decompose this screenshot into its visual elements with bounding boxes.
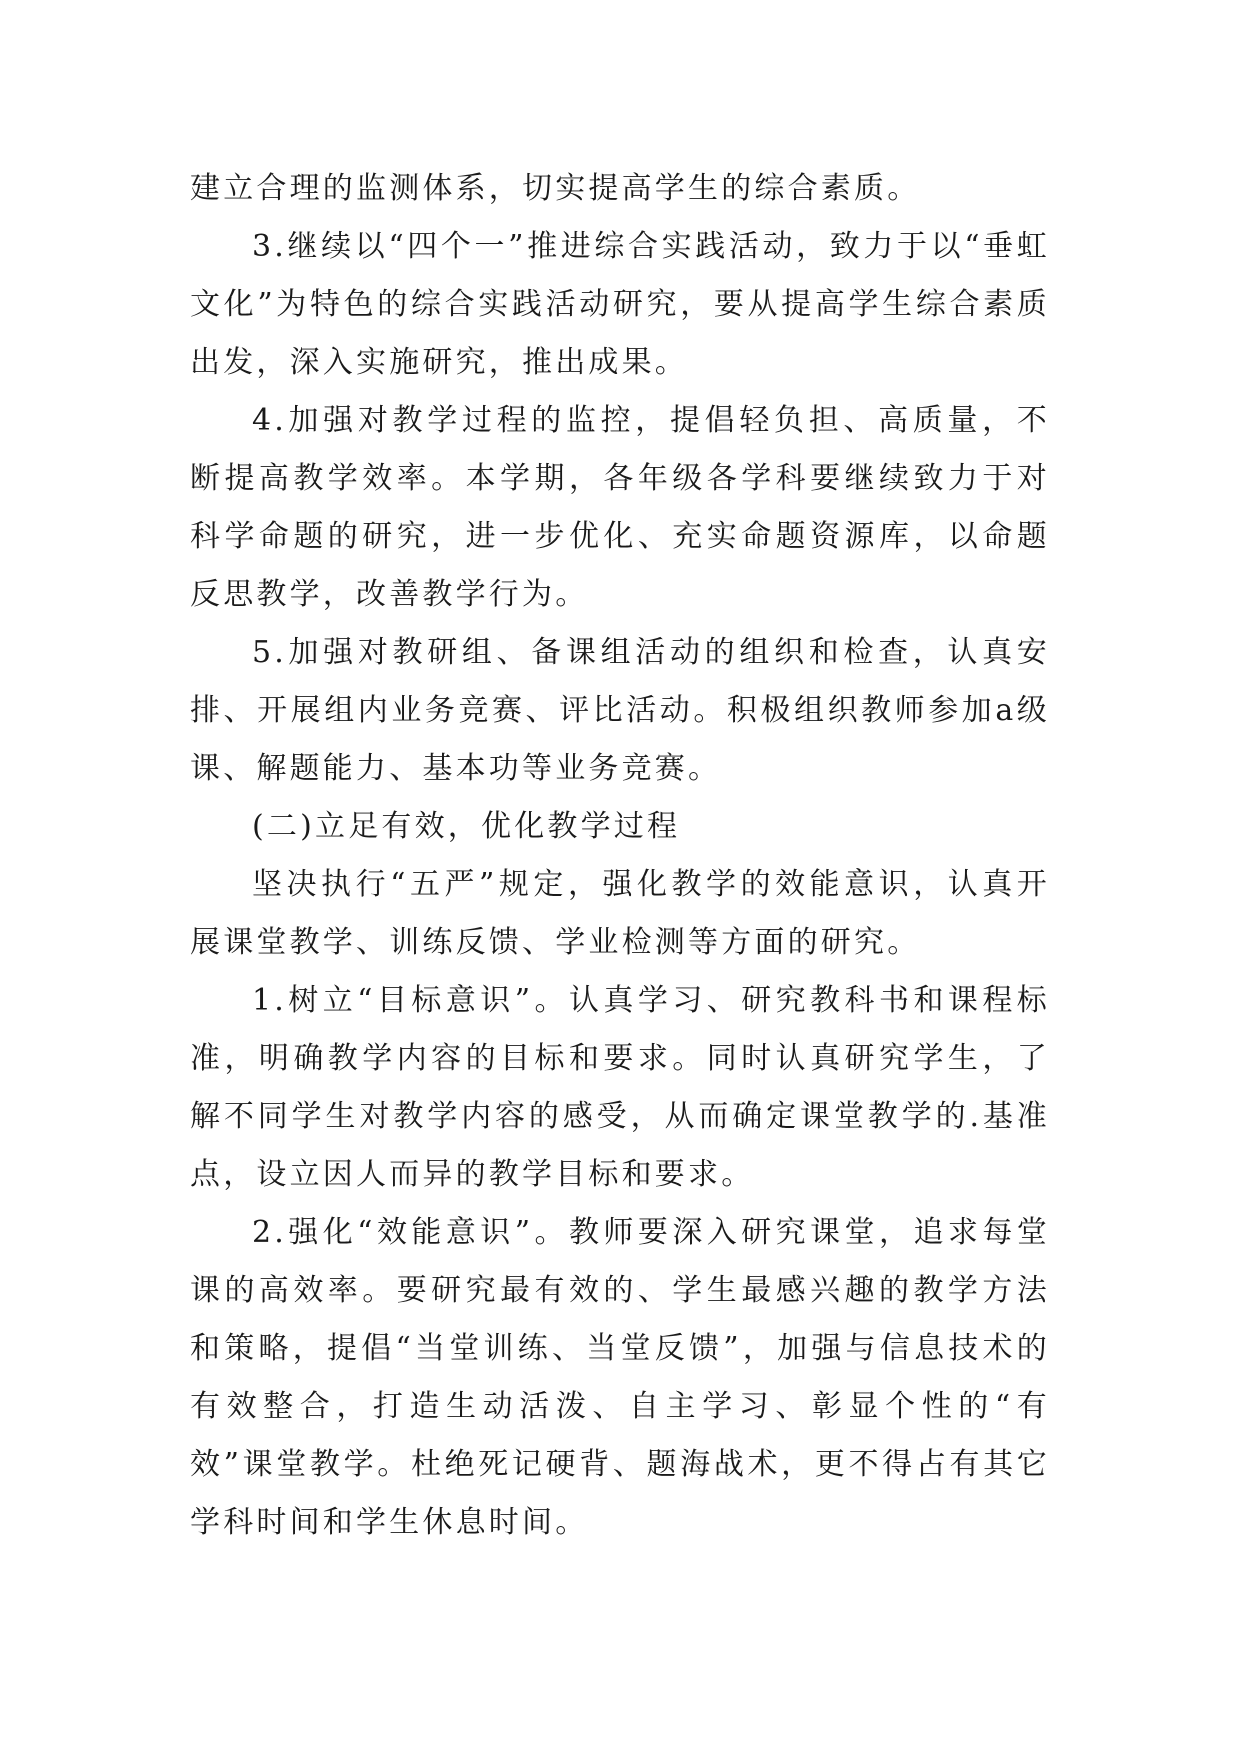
paragraph-item-3: 3.继续以“四个一”推进综合实践活动，致力于以“垂虹文化”为特色的综合实践活动研究，要从提高学生综合素质出发，深入实施研究，推出成果。 <box>190 229 1050 380</box>
paragraph-intro: 坚决执行“五严”规定，强化教学的效能意识，认真开展课堂教学、训练反馈、学业检测等方面的研究。 <box>190 867 1050 960</box>
section-heading: (二)立足有效，优化教学过程 <box>252 809 681 844</box>
paragraph-item-4: 4.加强对教学过程的监控，提倡轻负担、高质量，不断提高教学效率。本学期，各年级各学科要继续致力于对科学命题的研究，进一步优化、充实命题资源库，以命题反思教学，改善教学行为。 <box>190 403 1050 612</box>
paragraph-item-2: 2.强化“效能意识”。教师要深入研究课堂，追求每堂课的高效率。要研究最有效的、学生最感兴趣的教学方法和策略，提倡“当堂训练、当堂反馈”，加强与信息技术的有效整合，打造生动活泼、自主学习、彰显个性的“有效”课堂教学。杜绝死记硬背、题海战术，更不得占有其它学科时间和学生休息时间。 <box>190 1215 1050 1540</box>
paragraph-item-1: 1.树立“目标意识”。认真学习、研究教科书和课程标准，明确教学内容的目标和要求。同时认真研究学生，了解不同学生对教学内容的感受，从而确定课堂教学的.基准点，设立因人而异的教学目标和要求。 <box>190 983 1050 1192</box>
paragraph-continuation: 建立合理的监测体系，切实提高学生的综合素质。 <box>190 171 921 206</box>
paragraph-item-5: 5.加强对教研组、备课组活动的组织和检查，认真安排、开展组内业务竞赛、评比活动。积极组织教师参加a级课、解题能力、基本功等业务竞赛。 <box>190 635 1050 786</box>
document-body <box>190 160 1050 1552</box>
